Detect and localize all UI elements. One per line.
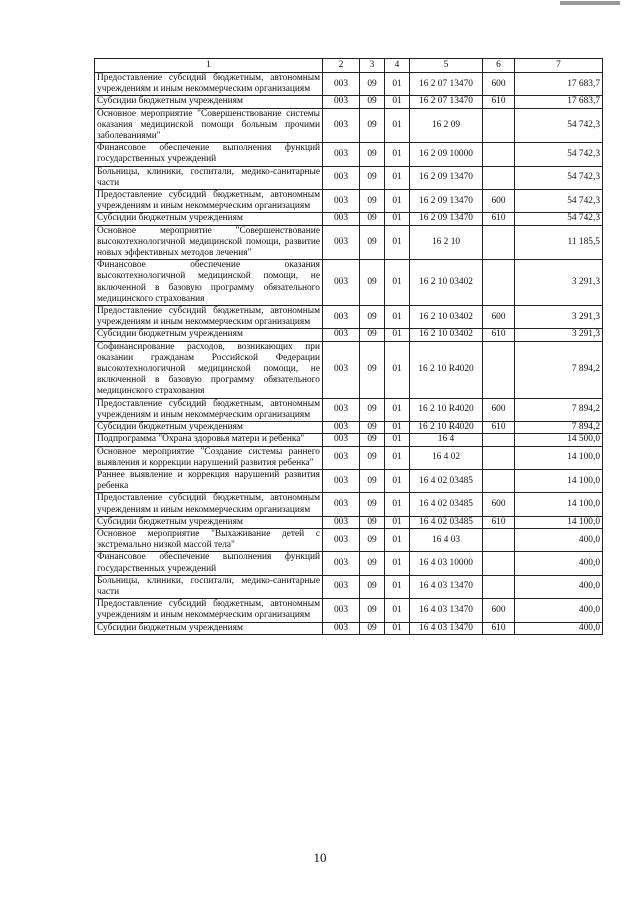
table-row [95,446,603,469]
row-section-cell: 09 [360,96,385,108]
row-amount-cell: 54 742,3 [515,108,603,143]
row-code-cell: 003 [323,329,360,341]
row-amount-cell: 54 742,3 [515,190,603,213]
row-code-cell: 003 [323,96,360,108]
row-code-cell: 003 [323,108,360,143]
row-expense-type-cell: 600 [483,306,515,329]
row-target-article-cell: 16 2 09 13470 [410,213,483,225]
row-subsection-cell: 01 [385,434,410,446]
row-target-article-cell: 16 4 [410,434,483,446]
row-name-cell: Предоставление субсидий бюджетным, автономным учреждениям и иным некоммерческим организациям [95,599,323,622]
row-target-article-cell: 16 4 03 13470 [410,575,483,598]
row-section-cell: 09 [360,528,385,551]
row-name-cell: Больницы, клиники, госпитали, медико-санитарные части [95,575,323,598]
table-row [95,341,603,398]
page-number: 10 [313,850,327,865]
table-row [95,528,603,551]
row-expense-type-cell [483,575,515,598]
row-subsection-cell: 01 [385,552,410,575]
scan-mark [560,1,620,5]
row-section-cell: 09 [360,434,385,446]
row-name-cell: Софинансирование расходов, возникающих при оказании гражданам Российской Федерации высокотехнологичной медицинской помощи, не включенной в базовую программу обязательного медицинского страхования [95,341,323,398]
row-expense-type-cell: 600 [483,599,515,622]
row-name-cell: Предоставление субсидий бюджетным, автономным учреждениям и иным некоммерческим организациям [95,398,323,421]
table-row [95,96,603,108]
row-subsection-cell: 01 [385,622,410,634]
row-subsection-cell: 01 [385,329,410,341]
row-amount-cell: 400,0 [515,622,603,634]
row-section-cell: 09 [360,225,385,260]
row-subsection-cell: 01 [385,225,410,260]
row-name-cell: Основное мероприятие "Совершенствование системы оказания медицинской помощи больным прочими заболеваниями" [95,108,323,143]
row-subsection-cell: 01 [385,493,410,516]
row-subsection-cell: 01 [385,398,410,421]
row-amount-cell: 54 742,3 [515,213,603,225]
row-code-cell: 003 [323,469,360,492]
row-expense-type-cell: 600 [483,73,515,96]
row-target-article-cell: 16 2 10 R4020 [410,422,483,434]
row-expense-type-cell [483,434,515,446]
row-name-cell: Больницы, клиники, госпитали, медико-санитарные части [95,166,323,189]
row-code-cell: 003 [323,260,360,306]
row-target-article-cell: 16 2 10 R4020 [410,341,483,398]
row-name-cell: Основное мероприятие "Выхаживание детей с экстремально низкой массой тела" [95,528,323,551]
row-expense-type-cell: 610 [483,213,515,225]
row-name-cell: Субсидии бюджетным учреждениям [95,213,323,225]
header-col-2: 2 [323,59,360,73]
row-section-cell: 09 [360,552,385,575]
table-row [95,398,603,421]
row-amount-cell: 3 291,3 [515,329,603,341]
row-subsection-cell: 01 [385,190,410,213]
table-row [95,599,603,622]
row-target-article-cell: 16 4 03 13470 [410,622,483,634]
row-section-cell: 09 [360,599,385,622]
row-subsection-cell: 01 [385,108,410,143]
row-amount-cell: 17 683,7 [515,73,603,96]
row-amount-cell: 3 291,3 [515,306,603,329]
row-name-cell: Предоставление субсидий бюджетным, автономным учреждениям и иным некоммерческим организациям [95,493,323,516]
row-amount-cell: 14 100,0 [515,469,603,492]
row-code-cell: 003 [323,73,360,96]
row-target-article-cell: 16 2 10 03402 [410,329,483,341]
row-target-article-cell: 16 4 02 03485 [410,469,483,492]
row-subsection-cell: 01 [385,73,410,96]
row-expense-type-cell: 610 [483,516,515,528]
table-row [95,329,603,341]
row-target-article-cell: 16 2 09 13470 [410,190,483,213]
table-row [95,469,603,492]
row-code-cell: 003 [323,341,360,398]
row-subsection-cell: 01 [385,575,410,598]
row-subsection-cell: 01 [385,166,410,189]
row-name-cell: Субсидии бюджетным учреждениям [95,622,323,634]
table-row [95,190,603,213]
row-target-article-cell: 16 2 07 13470 [410,73,483,96]
row-subsection-cell: 01 [385,143,410,166]
row-section-cell: 09 [360,446,385,469]
header-col-7: 7 [515,59,603,73]
row-target-article-cell: 16 2 09 [410,108,483,143]
row-target-article-cell: 16 4 03 13470 [410,599,483,622]
row-name-cell: Предоставление субсидий бюджетным, автономным учреждениям и иным некоммерческим организациям [95,73,323,96]
row-code-cell: 003 [323,398,360,421]
row-section-cell: 09 [360,575,385,598]
row-target-article-cell: 16 4 03 [410,528,483,551]
row-section-cell: 09 [360,260,385,306]
row-subsection-cell: 01 [385,96,410,108]
row-expense-type-cell: 610 [483,422,515,434]
row-name-cell: Предоставление субсидий бюджетным, автономным учреждениям и иным некоммерческим организациям [95,306,323,329]
row-section-cell: 09 [360,398,385,421]
row-code-cell: 003 [323,622,360,634]
table-row [95,552,603,575]
row-expense-type-cell [483,143,515,166]
table-header-row [95,59,603,73]
header-col-1: 1 [95,59,323,73]
table-body [95,73,603,635]
row-section-cell: 09 [360,166,385,189]
table-row [95,622,603,634]
row-amount-cell: 17 683,7 [515,96,603,108]
row-expense-type-cell [483,469,515,492]
table-row [95,108,603,143]
row-amount-cell: 7 894,2 [515,398,603,421]
row-expense-type-cell: 600 [483,493,515,516]
row-target-article-cell: 16 4 02 03485 [410,516,483,528]
header-col-5: 5 [410,59,483,73]
table-row [95,422,603,434]
row-section-cell: 09 [360,422,385,434]
row-target-article-cell: 16 2 10 03402 [410,260,483,306]
row-amount-cell: 400,0 [515,575,603,598]
row-section-cell: 09 [360,190,385,213]
row-amount-cell: 3 291,3 [515,260,603,306]
table-row [95,143,603,166]
row-subsection-cell: 01 [385,306,410,329]
table-row [95,434,603,446]
row-expense-type-cell: 610 [483,96,515,108]
row-code-cell: 003 [323,552,360,575]
table-row [95,225,603,260]
row-section-cell: 09 [360,493,385,516]
table-row [95,306,603,329]
row-subsection-cell: 01 [385,341,410,398]
row-name-cell: Субсидии бюджетным учреждениям [95,96,323,108]
row-subsection-cell: 01 [385,469,410,492]
table-row [95,260,603,306]
row-expense-type-cell [483,552,515,575]
row-name-cell: Субсидии бюджетным учреждениям [95,329,323,341]
row-name-cell: Подпрограмма "Охрана здоровья матери и ребенка" [95,434,323,446]
row-amount-cell: 14 100,0 [515,493,603,516]
row-amount-cell: 400,0 [515,528,603,551]
row-expense-type-cell [483,528,515,551]
row-subsection-cell: 01 [385,213,410,225]
row-name-cell: Финансовое обеспечение оказания высокотехнологичной медицинской помощи, не включенной в базовую программу обязательного медицинского страхования [95,260,323,306]
row-section-cell: 09 [360,73,385,96]
row-amount-cell: 400,0 [515,599,603,622]
row-expense-type-cell [483,166,515,189]
table-row [95,516,603,528]
row-target-article-cell: 16 2 10 [410,225,483,260]
row-name-cell: Финансовое обеспечение выполнения функций государственных учреждений [95,552,323,575]
row-code-cell: 003 [323,434,360,446]
row-subsection-cell: 01 [385,446,410,469]
row-target-article-cell: 16 2 07 13470 [410,96,483,108]
row-amount-cell: 14 100,0 [515,446,603,469]
row-expense-type-cell [483,341,515,398]
row-section-cell: 09 [360,516,385,528]
row-code-cell: 003 [323,493,360,516]
row-expense-type-cell: 600 [483,398,515,421]
row-section-cell: 09 [360,469,385,492]
row-target-article-cell: 16 2 09 10000 [410,143,483,166]
row-name-cell: Основное мероприятие "Совершенствование высокотехнологичной медицинской помощи, развитие новых эффективных методов лечения" [95,225,323,260]
row-expense-type-cell: 600 [483,190,515,213]
row-name-cell: Основное мероприятие "Создание системы раннего выявления и коррекции нарушений развития ребенка" [95,446,323,469]
row-subsection-cell: 01 [385,528,410,551]
row-expense-type-cell [483,260,515,306]
row-amount-cell: 400,0 [515,552,603,575]
row-section-cell: 09 [360,108,385,143]
row-amount-cell: 11 185,5 [515,225,603,260]
row-section-cell: 09 [360,143,385,166]
table-row [95,73,603,96]
row-subsection-cell: 01 [385,260,410,306]
row-code-cell: 003 [323,422,360,434]
row-target-article-cell: 16 2 09 13470 [410,166,483,189]
table-row [95,213,603,225]
row-code-cell: 003 [323,575,360,598]
row-section-cell: 09 [360,306,385,329]
header-col-3: 3 [360,59,385,73]
budget-table [94,58,603,635]
row-code-cell: 003 [323,143,360,166]
row-target-article-cell: 16 2 10 03402 [410,306,483,329]
row-section-cell: 09 [360,622,385,634]
row-name-cell: Предоставление субсидий бюджетным, автономным учреждениям и иным некоммерческим организациям [95,190,323,213]
row-amount-cell: 54 742,3 [515,166,603,189]
row-subsection-cell: 01 [385,599,410,622]
row-code-cell: 003 [323,599,360,622]
row-amount-cell: 14 500,0 [515,434,603,446]
row-expense-type-cell [483,225,515,260]
row-subsection-cell: 01 [385,422,410,434]
header-col-6: 6 [483,59,515,73]
row-section-cell: 09 [360,329,385,341]
row-expense-type-cell: 610 [483,622,515,634]
header-col-4: 4 [385,59,410,73]
row-section-cell: 09 [360,213,385,225]
row-code-cell: 003 [323,225,360,260]
row-section-cell: 09 [360,341,385,398]
row-code-cell: 003 [323,528,360,551]
row-code-cell: 003 [323,213,360,225]
row-code-cell: 003 [323,446,360,469]
row-code-cell: 003 [323,166,360,189]
row-name-cell: Финансовое обеспечение выполнения функций государственных учреждений [95,143,323,166]
row-name-cell: Раннее выявление и коррекция нарушений развития ребенка [95,469,323,492]
row-target-article-cell: 16 4 02 03485 [410,493,483,516]
row-expense-type-cell [483,446,515,469]
row-name-cell: Субсидии бюджетным учреждениям [95,516,323,528]
table-row [95,575,603,598]
row-code-cell: 003 [323,190,360,213]
row-amount-cell: 7 894,2 [515,422,603,434]
row-subsection-cell: 01 [385,516,410,528]
row-amount-cell: 54 742,3 [515,143,603,166]
row-expense-type-cell [483,108,515,143]
row-amount-cell: 14 100,0 [515,516,603,528]
row-target-article-cell: 16 4 03 10000 [410,552,483,575]
row-code-cell: 003 [323,306,360,329]
row-amount-cell: 7 894,2 [515,341,603,398]
row-name-cell: Субсидии бюджетным учреждениям [95,422,323,434]
row-target-article-cell: 16 4 02 [410,446,483,469]
row-target-article-cell: 16 2 10 R4020 [410,398,483,421]
row-expense-type-cell: 610 [483,329,515,341]
table-row [95,166,603,189]
table-row [95,493,603,516]
row-code-cell: 003 [323,516,360,528]
